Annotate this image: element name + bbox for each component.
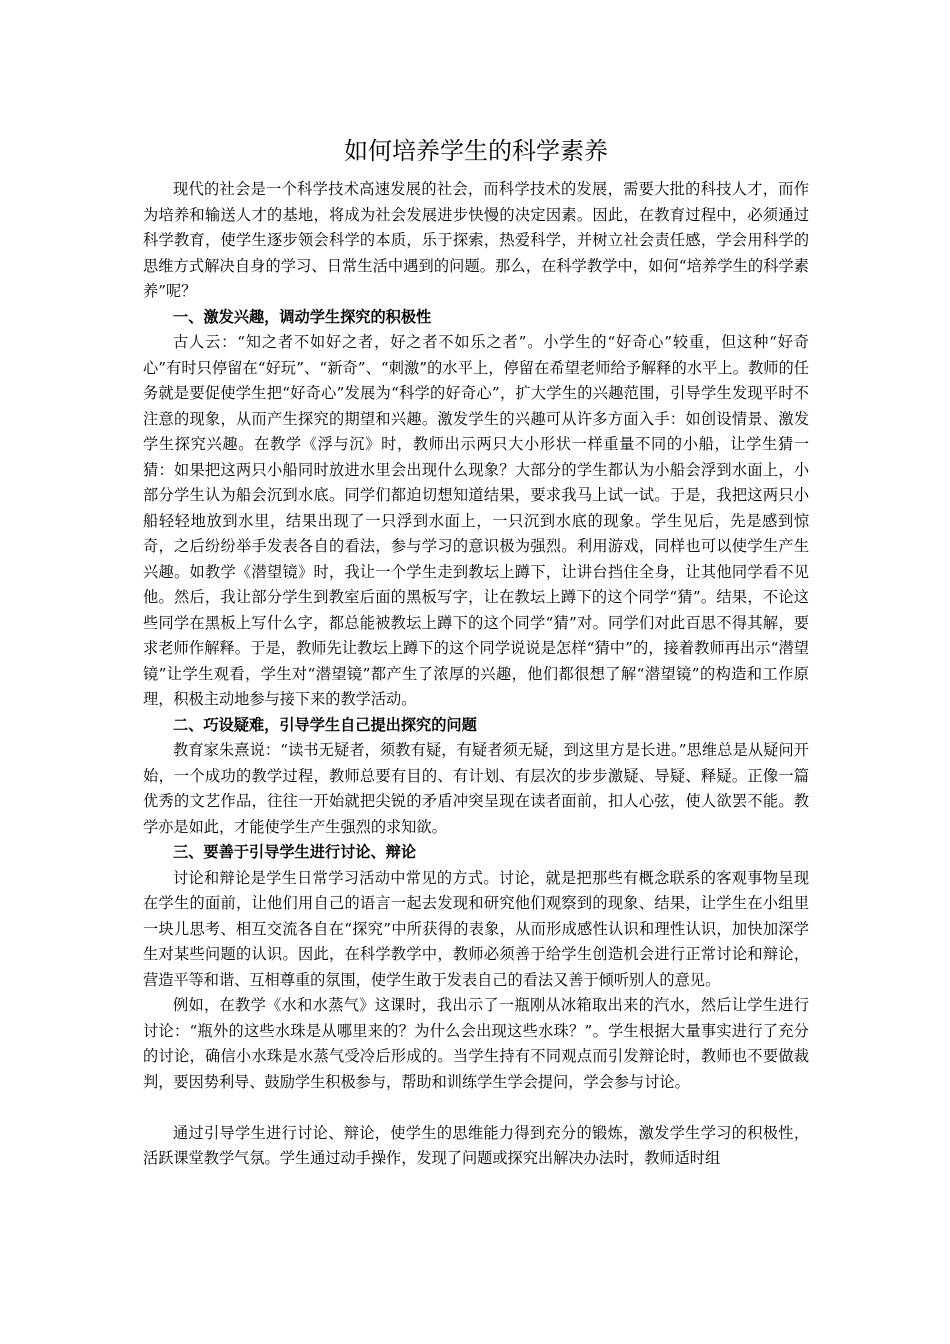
intro-paragraph: 现代的社会是一个科学技术高速发展的社会，而科学技术的发展，需要大批的科技人才，而作为培养和输送人才的基地，将成为社会发展进步快慢的决定因素。因此，在教育过程中，必须通过科学教育，使学生逐步领会科学的本质，乐于探索，热爱科学，并树立社会责任感，学会用科学的思维方式解决自身的学习、日常生活中遇到的问题。那么，在科学教学中，如何“培养学生的科学素养”呢？ xyxy=(143,180,809,300)
section-1-paragraph-1: 古人云：“知之者不如好之者，好之者不如乐之者”。小学生的“好奇心”较重，但这种“好奇心”有时只停留在“好玩”、“新奇”、“刺激”的水平上，停留在希望老师给予解释的水平上。教师的任务就是要促使学生把“好奇心”发展为“科学的好奇心”，扩大学生的兴趣范围，引导学生发现平时不注意的现象，从而产生探究的期望和兴趣。激发学生的兴趣可从许多方面入手：如创设情景、激发学生探究兴趣。在教学《浮与沉》时，教师出示两只大小形状一样重量不同的小船，让学生猜一猜：如果把这两只小船同时放进水里会出现什么现象？大部分的学生都认为小船会浮到水面上，小部分学生认为船会沉到水底。同学们都迫切想知道结果，要求我马上试一试。于是，我把这两只小船轻轻地放到水里，结果出现了一只浮到水面上，一只沉到水底的现象。学生见后，先是感到惊奇，之后纷纷举手发表各自的看法，参与学习的意识极为强烈。利用游戏，同样也可以使学生产生兴趣。如教学《潜望镜》时，我让一个学生走到教坛上蹲下，让讲台挡住全身，让其他同学看不见他。然后，我让部分学生到教室后面的黑板写字，让在教坛上蹲下的这个同学“猜”。结果，不论这些同学在黑板上写什么字，都总能被教坛上蹲下的这个同学“猜”对。同学们对此百思不得其解，要求老师作解释。于是，教师先让教坛上蹲下的这个同学说说是怎样“猜中”的，接着教师再出示“潜望镜”让学生观看，学生对“潜望镜”都产生了浓厚的兴趣，他们都很想了解“潜望镜”的构造和工作原理，积极主动地参与接下来的教学活动。 xyxy=(143,333,809,708)
section-heading-1: 一、激发兴趣，调动学生探究的积极性 xyxy=(173,307,432,326)
section-3-paragraph-1: 讨论和辩论是学生日常学习活动中常见的方式。讨论，就是把那些有概念联系的客观事物呈现在学生的面前，让他们用自己的语言一起去发现和研究他们观察到的现象、结果，让学生在小组里一块儿思考、相互交流各自在“探究”中所获得的表象，从而形成感性认识和理性认识，加快加深学生对某些问题的认识。因此，在科学教学中，教师必须善于给学生创造机会进行正常讨论和辩论，营造平等和谐、互相尊重的氛围，使学生敢于发表自己的看法又善于倾听别人的意见。 xyxy=(143,868,809,989)
section-heading-2: 二、巧设疑难，引导学生自己提出探究的问题 xyxy=(173,715,477,734)
section-heading-3: 三、要善于引导学生进行讨论、辩论 xyxy=(173,843,416,861)
section-2-paragraph-1: 教育家朱熹说：“读书无疑者，须教有疑，有疑者须无疑，到这里方是长进。”思维总是从疑问开始，一个成功的教学过程，教师总要有目的、有计划、有层次的步步激疑、导疑、释疑。正像一篇优秀的文艺作品，往往一开始就把尖锐的矛盾冲突呈现在读者面前，扣人心弦，使人欲罢不能。教学亦是如此，才能使学生产生强烈的求知欲。 xyxy=(143,741,809,836)
document-body xyxy=(143,131,809,1172)
blank-line xyxy=(143,1095,809,1121)
section-3-paragraph-2: 例如，在教学《水和水蒸气》这课时，我出示了一瓶刚从冰箱取出来的汽水，然后让学生进行讨论：“瓶外的这些水珠是从哪里来的？为什么会出现这些水珠？”。学生根据大量事实进行了充分的讨论，确信小水珠是水蒸气受冷后形成的。当学生持有不同观点而引发辩论时，教师也不要做裁判，要因势利导、鼓励学生积极参与，帮助和训练学生学会提问，学会参与讨论。 xyxy=(143,996,809,1091)
closing-paragraph: 通过引导学生进行讨论、辩论，使学生的思维能力得到充分的锻炼，激发学生学习的积极性，活跃课堂教学气氛。学生通过动手操作，发现了问题或探究出解决办法时，教师适时组 xyxy=(143,1123,809,1167)
page-title: 如何培养学生的科学素养 xyxy=(344,137,608,165)
